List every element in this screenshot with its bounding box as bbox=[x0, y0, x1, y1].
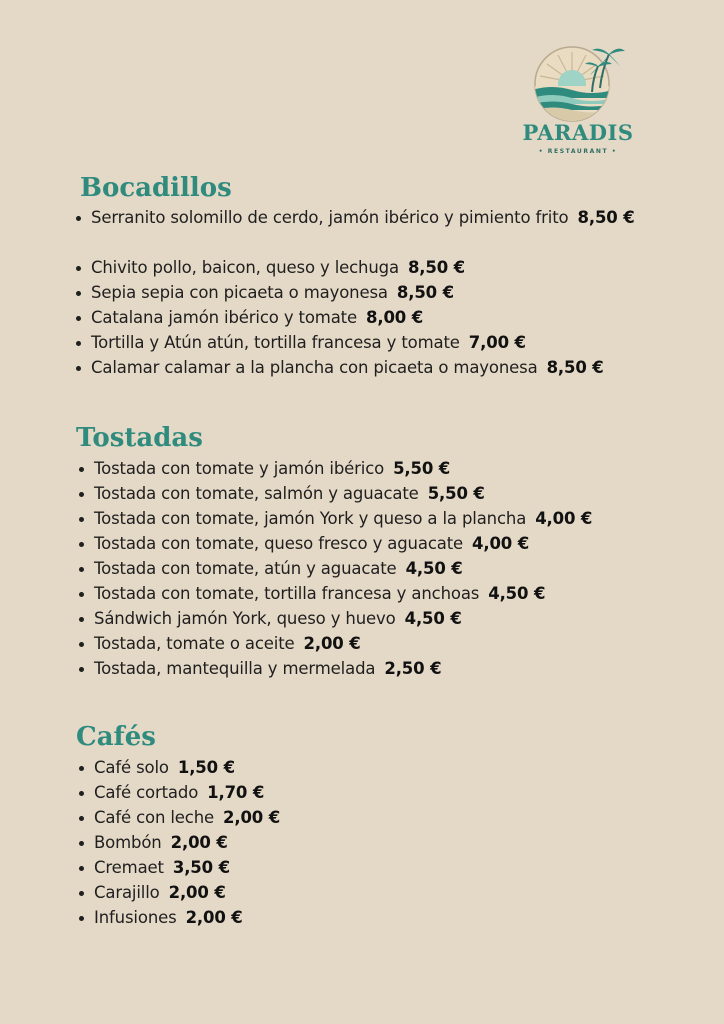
item-name: Tostada con tomate, tortilla francesa y anchoas bbox=[94, 584, 480, 603]
menu-item bbox=[75, 305, 661, 330]
item-name: Calamar calamar a la plancha con picaeta o mayonesa bbox=[91, 358, 538, 377]
menu-item bbox=[78, 880, 280, 905]
menu-list bbox=[78, 456, 592, 681]
item-name: Cremaet bbox=[94, 858, 164, 877]
item-price: 8,50 € bbox=[546, 358, 604, 377]
menu-item bbox=[75, 205, 661, 255]
item-price: 2,00 € bbox=[303, 634, 361, 653]
menu-item bbox=[78, 631, 592, 656]
item-price: 4,50 € bbox=[488, 584, 546, 603]
item-name: Café cortado bbox=[94, 783, 199, 802]
item-name: Tostada con tomate, atún y aguacate bbox=[94, 559, 397, 578]
item-name: Bombón bbox=[94, 833, 162, 852]
sunset-palm-emblem-icon bbox=[530, 42, 626, 122]
menu-item bbox=[78, 855, 280, 880]
menu-item bbox=[78, 656, 592, 681]
menu-item bbox=[75, 355, 661, 380]
item-price: 7,00 € bbox=[468, 333, 526, 352]
item-name: Tostada, mantequilla y mermelada bbox=[94, 659, 376, 678]
menu-item bbox=[78, 905, 280, 930]
item-price: 1,50 € bbox=[177, 758, 235, 777]
menu-item bbox=[78, 506, 592, 531]
item-price: 4,50 € bbox=[404, 609, 462, 628]
menu-item bbox=[78, 606, 592, 631]
item-price: 2,00 € bbox=[185, 908, 243, 927]
item-name: Tostada con tomate, jamón York y queso a la plancha bbox=[94, 509, 527, 528]
item-price: 4,00 € bbox=[472, 534, 530, 553]
item-price: 5,50 € bbox=[393, 459, 451, 478]
item-price: 4,50 € bbox=[405, 559, 463, 578]
item-name: Serranito solomillo de cerdo, jamón ibérico y pimiento frito bbox=[91, 208, 569, 227]
menu-item bbox=[78, 805, 280, 830]
item-name: Tostada con tomate, queso fresco y aguacate bbox=[94, 534, 464, 553]
menu-list bbox=[78, 755, 280, 930]
item-price: 8,50 € bbox=[577, 208, 635, 227]
menu-item bbox=[78, 481, 592, 506]
item-name: Sepia sepia con picaeta o mayonesa bbox=[91, 283, 388, 302]
item-name: Café solo bbox=[94, 758, 169, 777]
item-price: 2,00 € bbox=[168, 883, 226, 902]
item-name: Tostada, tomate o aceite bbox=[94, 634, 295, 653]
item-price: 1,70 € bbox=[207, 783, 265, 802]
menu-list bbox=[75, 205, 661, 380]
menu-item bbox=[75, 255, 661, 280]
item-price: 8,00 € bbox=[366, 308, 424, 327]
menu-item bbox=[78, 456, 592, 481]
section-title: Bocadillos bbox=[80, 173, 232, 203]
item-price: 3,50 € bbox=[172, 858, 230, 877]
menu-item bbox=[75, 330, 661, 355]
menu-item bbox=[75, 280, 661, 305]
item-name: Sándwich jamón York, queso y huevo bbox=[94, 609, 396, 628]
item-name: Carajillo bbox=[94, 883, 160, 902]
section-title: Cafés bbox=[76, 722, 156, 752]
item-name: Catalana jamón ibérico y tomate bbox=[91, 308, 358, 327]
item-price: 8,50 € bbox=[407, 258, 466, 277]
restaurant-logo bbox=[516, 42, 640, 162]
item-price: 5,50 € bbox=[427, 484, 485, 503]
section-title: Tostadas bbox=[76, 423, 203, 453]
item-price: 4,00 € bbox=[535, 509, 593, 528]
logo-wordmark: PARADIS bbox=[522, 120, 634, 145]
menu-item bbox=[78, 755, 280, 780]
item-name: Tostada con tomate, salmón y aguacate bbox=[94, 484, 419, 503]
menu-item bbox=[78, 581, 592, 606]
item-price: 8,50 € bbox=[396, 283, 454, 302]
menu-item bbox=[78, 531, 592, 556]
menu-item bbox=[78, 556, 592, 581]
item-name: Café con leche bbox=[94, 808, 215, 827]
menu-item bbox=[78, 830, 280, 855]
item-name: Tortilla y Atún atún, tortilla francesa y tomate bbox=[91, 333, 460, 352]
item-price: 2,50 € bbox=[384, 659, 442, 678]
item-name: Infusiones bbox=[94, 908, 177, 927]
item-name: Tostada con tomate y jamón ibérico bbox=[94, 459, 385, 478]
menu-item bbox=[78, 780, 280, 805]
logo-subtitle: • RESTAURANT • bbox=[538, 148, 618, 155]
item-price: 2,00 € bbox=[170, 833, 228, 852]
item-price: 2,00 € bbox=[223, 808, 281, 827]
item-name: Chivito pollo, baicon, queso y lechuga bbox=[91, 258, 399, 277]
